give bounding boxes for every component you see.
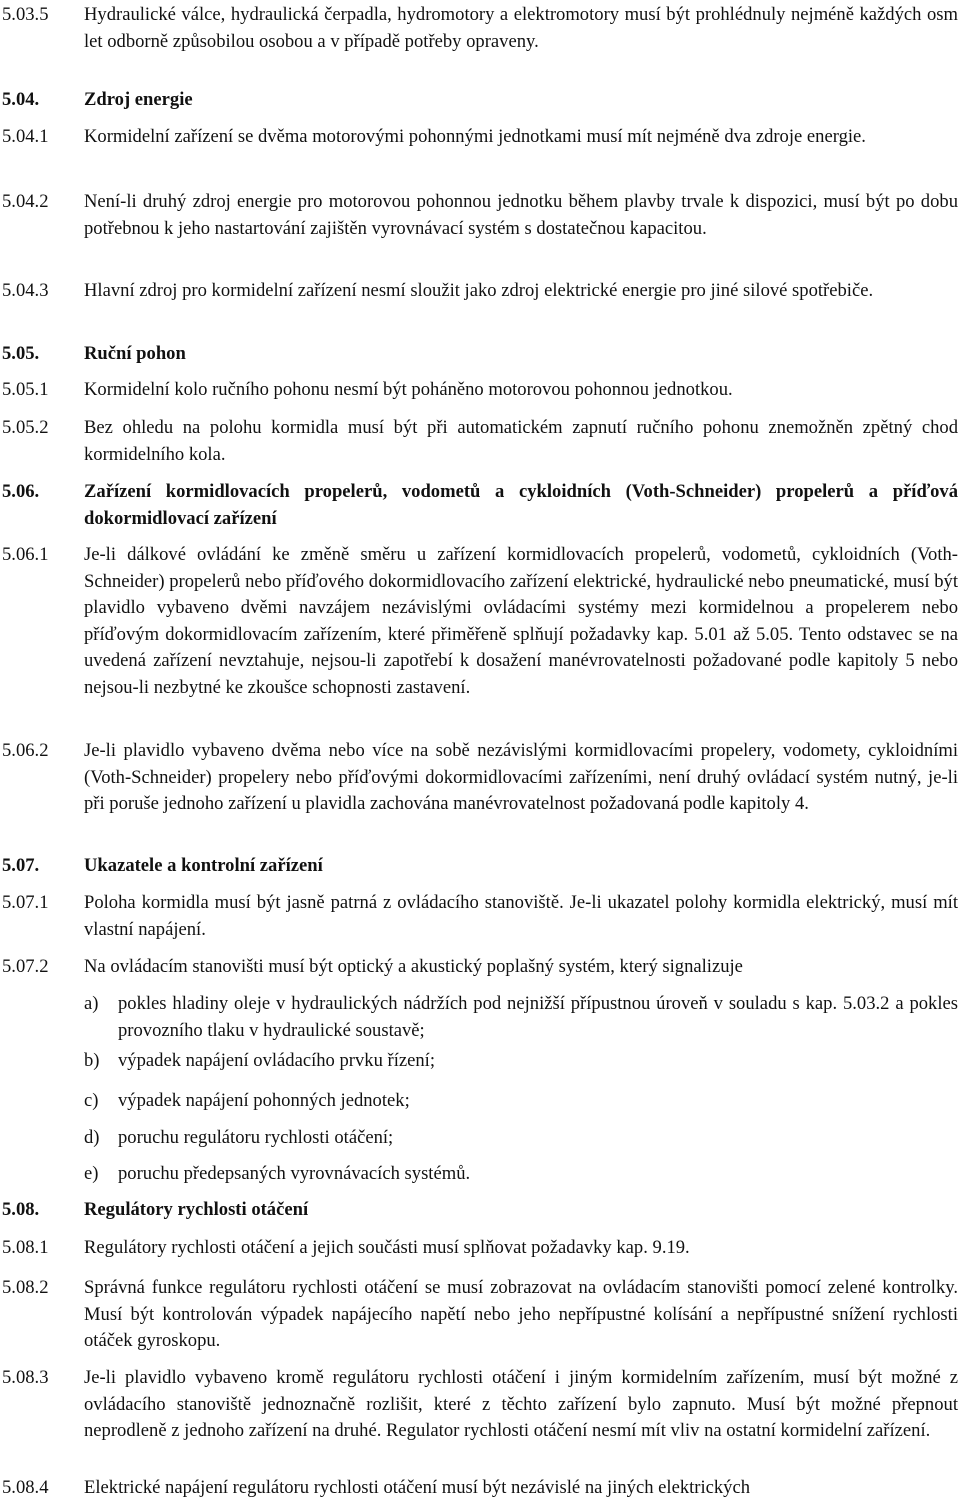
paragraph-text: Bez ohledu na polohu kormidla musí být při automatickém zapnutí ručního pohonu znemožněn zpětný chod kormidelního kola. bbox=[84, 417, 958, 465]
paragraph-number: 5.03.5 bbox=[2, 4, 49, 25]
paragraph-text: Kormidelní kolo ručního pohonu nesmí být poháněno motorovou pohonnou jednotkou. bbox=[84, 379, 733, 400]
paragraph-number: 5.07.1 bbox=[2, 892, 49, 913]
paragraph-5-03-5 bbox=[0, 2, 958, 55]
section-title: Regulátory rychlosti otáčení bbox=[84, 1199, 309, 1220]
paragraph-text: Hydraulické válce, hydraulická čerpadla, hydromotory a elektromotory musí být prohlédnuly nejméně každých osm let odborně způsobilou osobou a v případě potřeby opraveny. bbox=[84, 4, 958, 52]
paragraph-number: 5.04.1 bbox=[2, 126, 49, 147]
paragraph-5-04-1 bbox=[0, 124, 958, 151]
list-item-text: výpadek napájení ovládacího prvku řízení; bbox=[118, 1050, 436, 1071]
paragraph-number: 5.06.2 bbox=[2, 740, 49, 761]
list-item-e bbox=[84, 1161, 958, 1188]
paragraph-number: 5.07.2 bbox=[2, 956, 49, 977]
list-item-text: výpadek napájení pohonných jednotek; bbox=[118, 1090, 410, 1111]
list-item-label: e) bbox=[84, 1163, 99, 1184]
list-item-label: c) bbox=[84, 1090, 99, 1111]
paragraph-number: 5.05.2 bbox=[2, 417, 49, 438]
section-number: 5.08. bbox=[2, 1199, 40, 1220]
section-number: 5.06. bbox=[2, 481, 40, 502]
list-item-label: b) bbox=[84, 1050, 100, 1071]
paragraph-number: 5.06.1 bbox=[2, 544, 49, 565]
paragraph-5-05-1 bbox=[0, 377, 958, 404]
section-title: Zdroj energie bbox=[84, 89, 193, 110]
paragraph-5-08-4 bbox=[0, 1475, 958, 1502]
paragraph-text: Je-li dálkové ovládání ke změně směru u zařízení kormidlovacích propelerů, vodometů, cykloidních (Voth-Schneider) propelerů nebo příďového dokormidlovacího zařízení elektrické, hydraulické nebo pneumatické, musí být plavidlo vybaveno dvěmi navzájem nezávislými ovládacími systémy mezi kormidelnou a propelerem nebo příďovým dokormidlovacím zařízením, které přiměřeně splňují požadavky kap. 5.01 až 5.05. Tento odstavec se na uvedená zařízení nevztahuje, nejsou-li zapotřebí k dosažení manévrovatelnosti požadované podle kapitoly 5 nebo nejsou-li nezbytné ke zkoušce schopnosti zastavení. bbox=[84, 544, 958, 698]
paragraph-5-07-2 bbox=[0, 954, 958, 981]
paragraph-5-08-1 bbox=[0, 1235, 958, 1262]
section-title: Ukazatele a kontrolní zařízení bbox=[84, 855, 323, 876]
paragraph-5-06-2 bbox=[0, 738, 958, 818]
section-title: Ruční pohon bbox=[84, 343, 186, 364]
list-item-text: poruchu předepsaných vyrovnávacích systémů. bbox=[118, 1163, 471, 1184]
paragraph-text: Na ovládacím stanovišti musí být optický a akustický poplašný systém, který signalizuje bbox=[84, 956, 743, 977]
section-number: 5.05. bbox=[2, 343, 40, 364]
list-item-a bbox=[84, 991, 958, 1044]
paragraph-text: Poloha kormidla musí být jasně patrná z ovládacího stanoviště. Je-li ukazatel polohy kormidla elektrický, musí mít vlastní napájení. bbox=[84, 892, 958, 940]
paragraph-text: Není-li druhý zdroj energie pro motorovou pohonnou jednotku během plavby trvale k dispozici, musí být po dobu potřebnou k jeho nastartování zajištěn vyrovnávací systém s dostatečnou kapacitou. bbox=[84, 191, 958, 239]
list-item-label: d) bbox=[84, 1127, 100, 1148]
paragraph-5-08-2 bbox=[0, 1275, 958, 1355]
section-heading-5-07 bbox=[0, 853, 958, 880]
paragraph-number: 5.08.4 bbox=[2, 1477, 49, 1498]
paragraph-text: Elektrické napájení regulátoru rychlosti otáčení musí být nezávislé na jiných elektrických bbox=[84, 1477, 751, 1498]
list-item-d bbox=[84, 1125, 958, 1152]
list-item-b bbox=[84, 1048, 958, 1075]
paragraph-5-04-2 bbox=[0, 189, 958, 242]
paragraph-number: 5.08.1 bbox=[2, 1237, 49, 1258]
paragraph-number: 5.04.3 bbox=[2, 280, 49, 301]
section-heading-5-08 bbox=[0, 1197, 958, 1224]
paragraph-text: Správná funkce regulátoru rychlosti otáčení se musí zobrazovat na ovládacím stanovišti pomocí zelené kontrolky. Musí být kontrolován výpadek napájecího napětí nebo jeho nepřípustné kolísání a nepřípustné snížení rychlosti otáček gyroskopu. bbox=[84, 1277, 958, 1351]
paragraph-text: Hlavní zdroj pro kormidelní zařízení nesmí sloužit jako zdroj elektrické energie pro jiné silové spotřebiče. bbox=[84, 280, 874, 301]
paragraph-number: 5.04.2 bbox=[2, 191, 49, 212]
section-number: 5.07. bbox=[2, 855, 40, 876]
list-item-label: a) bbox=[84, 993, 99, 1014]
section-number: 5.04. bbox=[2, 89, 40, 110]
paragraph-5-05-2 bbox=[0, 415, 958, 468]
paragraph-5-04-3 bbox=[0, 278, 958, 305]
paragraph-5-08-3 bbox=[0, 1365, 958, 1445]
list-item-c bbox=[84, 1088, 958, 1115]
paragraph-text: Je-li plavidlo vybaveno kromě regulátoru rychlosti otáčení i jiným kormidelním zařízením, musí být možné z ovládacího stanoviště jednoznačně rozlišit, které z těchto zařízení bylo zapnuto. Musí být možné přepnout neprodleně z jednoho zařízení na druhé. Regulator rychlosti otáčení nesmí mít vliv na ostatní kormidelní zařízení. bbox=[84, 1367, 958, 1441]
section-heading-5-04 bbox=[0, 87, 958, 114]
paragraph-number: 5.05.1 bbox=[2, 379, 49, 400]
list-item-text: pokles hladiny oleje v hydraulických nádržích pod nejnižší přípustnou úroveň v souladu s kap. 5.03.2 a pokles provozního tlaku v hydraulické soustavě; bbox=[118, 993, 958, 1041]
paragraph-5-06-1 bbox=[0, 542, 958, 701]
section-heading-5-05 bbox=[0, 341, 958, 368]
list-item-text: poruchu regulátoru rychlosti otáčení; bbox=[118, 1127, 394, 1148]
paragraph-text: Regulátory rychlosti otáčení a jejich součásti musí splňovat požadavky kap. 9.19. bbox=[84, 1237, 690, 1258]
paragraph-text: Je-li plavidlo vybaveno dvěma nebo více na sobě nezávislými kormidlovacími propelery, vodomety, cykloidními (Voth-Schneider) propelery nebo příďovými dokormidlovacími zařízeními, není druhý ovládací systém nutný, je-li při poruše jednoho zařízení u plavidla zachována manévrovatelnost požadovaná podle kapitoly 4. bbox=[84, 740, 958, 814]
section-heading-5-06 bbox=[0, 479, 958, 532]
paragraph-number: 5.08.2 bbox=[2, 1277, 49, 1298]
paragraph-text: Kormidelní zařízení se dvěma motorovými pohonnými jednotkami musí mít nejméně dva zdroje energie. bbox=[84, 126, 866, 147]
paragraph-5-07-1 bbox=[0, 890, 958, 943]
paragraph-number: 5.08.3 bbox=[2, 1367, 49, 1388]
section-title: Zařízení kormidlovacích propelerů, vodometů a cykloidních (Voth-Schneider) propelerů a příďová dokormidlovací zařízení bbox=[84, 481, 958, 529]
